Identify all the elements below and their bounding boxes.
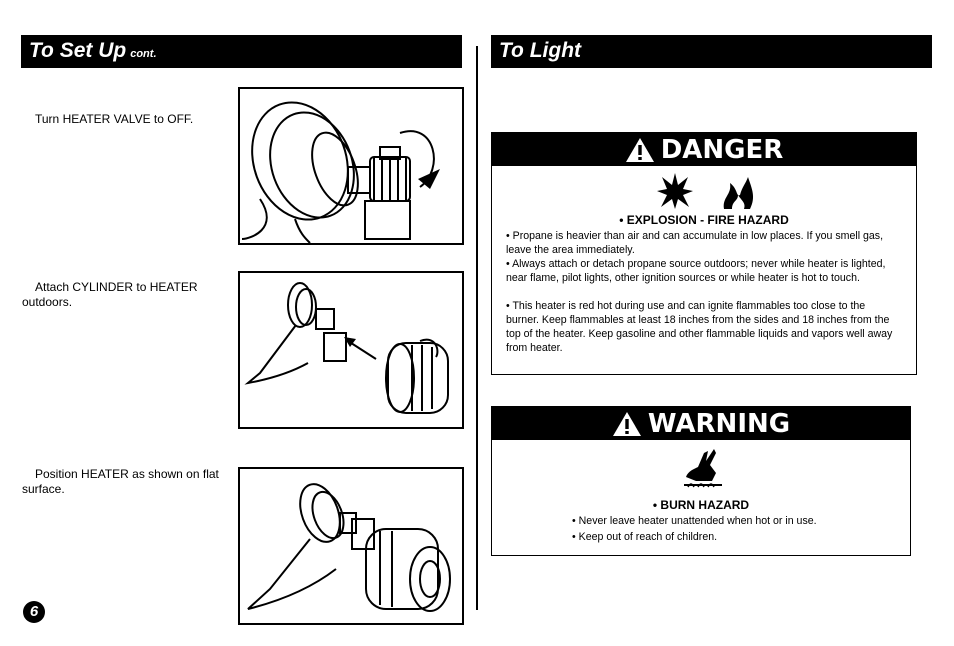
to-light-header bbox=[491, 35, 932, 68]
danger-bullet-2: • Always attach or detach propane source outdoors; never while heater is lighted, near flame, pilot lights, other ignition sources or while heater is hot to touch. bbox=[506, 258, 886, 284]
warning-header bbox=[492, 407, 910, 440]
warning-bullet-2: • Keep out of reach of children. bbox=[572, 531, 718, 543]
warning-box bbox=[491, 406, 911, 556]
set-up-cont-label: cont. bbox=[130, 48, 157, 60]
danger-label: DANGER bbox=[660, 134, 784, 165]
burn-hand-icon bbox=[682, 447, 724, 489]
danger-hazard-title: • EXPLOSION - FIRE HAZARD bbox=[619, 213, 789, 227]
column-divider bbox=[476, 46, 478, 610]
step-3-illustration bbox=[238, 467, 464, 625]
page-number: 6 bbox=[23, 601, 45, 623]
to-light-title: To Light bbox=[499, 39, 582, 62]
warning-label: WARNING bbox=[647, 408, 791, 439]
step-1-text: Turn HEATER VALVE to OFF. bbox=[35, 112, 194, 126]
step-3-text: Position HEATER as shown on flat surface. bbox=[22, 467, 219, 496]
danger-header bbox=[492, 133, 916, 166]
warning-hazard-title: • BURN HAZARD bbox=[652, 498, 750, 512]
step-1-illustration bbox=[238, 87, 464, 245]
set-up-header bbox=[21, 35, 462, 68]
warning-triangle-icon bbox=[612, 411, 642, 437]
set-up-title: To Set Up bbox=[29, 39, 127, 62]
warning-triangle-icon bbox=[625, 137, 655, 163]
fire-icon bbox=[720, 175, 756, 211]
danger-bullet-1: • Propane is heavier than air and can accumulate in low places. If you smell gas, leave the area immediately. bbox=[506, 230, 884, 256]
danger-box bbox=[491, 132, 917, 375]
danger-bullet-3: • This heater is red hot during use and can ignite flammables too close to the burner. Keep flammables at least 18 inches from the sides and 18 inches from the top of the heater. Keep gasoline and other flammable liquids and vapors well away from heater. bbox=[506, 300, 893, 354]
step-2-illustration bbox=[238, 271, 464, 429]
step-2-text: Attach CYLINDER to HEATER outdoors. bbox=[22, 280, 198, 309]
warning-bullet-1: • Never leave heater unattended when hot or in use. bbox=[572, 515, 817, 527]
explosion-icon bbox=[656, 171, 694, 211]
